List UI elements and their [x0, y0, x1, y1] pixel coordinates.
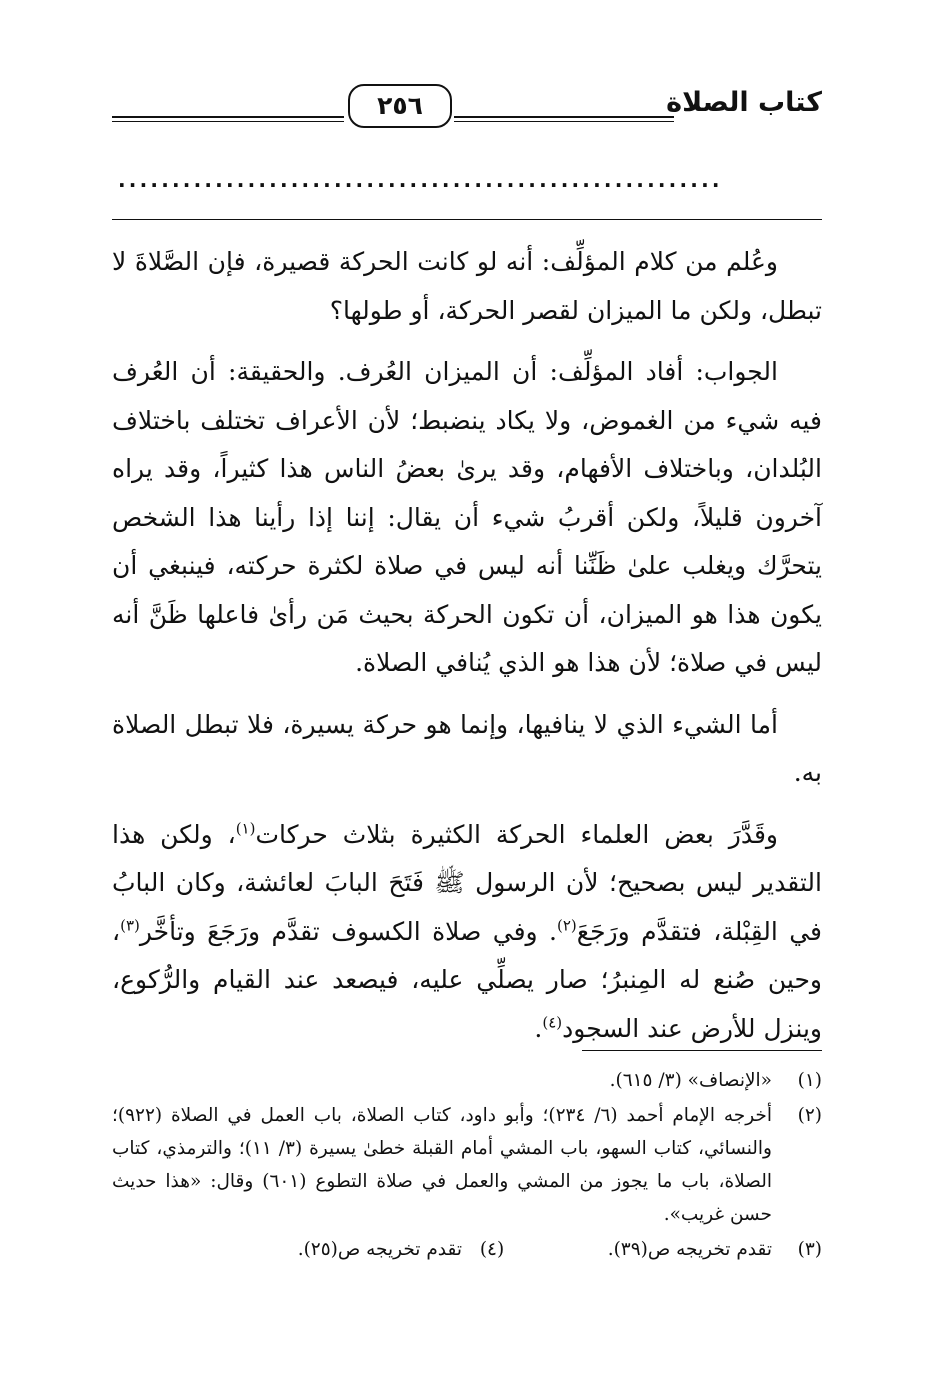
footnote-divider [582, 1050, 822, 1051]
footnote-number: (٣) [797, 1239, 822, 1260]
footnote [112, 1233, 822, 1266]
header-rule [112, 121, 344, 122]
footnote-text: أخرجه الإمام أحمد (٦/ ٢٣٤)؛ وأبو داود، كتاب الصلاة، باب العمل في الصلاة (٩٢٢)؛ والنسائي، كتاب السهو، باب المشي أمام القبلة خطىٰ يسيرة (٣/ ١١)؛ والترمذي، كتاب الصلاة، باب ما يجوز من المشي والعمل في صلاة التطوع (٦٠١) وقال: «هذا حديث حسن غريب». [112, 1105, 772, 1225]
footnote-number: (١) [797, 1070, 822, 1091]
paragraph: وعُلم من كلام المؤلِّف: أنه لو كانت الحركة قصيرة، فإن الصَّلاةَ لا تبطل، ولكن ما الميزان لقصر الحركة، أو طولها؟ [112, 247, 822, 325]
paragraph: الجواب: أفاد المؤلِّف: أن الميزان العُرف. والحقيقة: أن العُرف فيه شيء من الغموض، ولا يكاد ينضبط؛ لأن الأعراف تختلف باختلاف البُلدان، وباختلاف الأفهام، وقد يرىٰ بعضُ الناس هذا كثيراً، وقد يراه آخرون قليلاً، ولكن أقربُ شيء أن يقال: إننا إذا رأينا هذا الشخص يتحرَّك ويغلب علىٰ ظَنِّنا أنه ليس في صلاة لكثرة حركته، فينبغي أن يكون هذا هو الميزان، أن تكون الحركة بحيث مَن رأىٰ فاعلها ظَنَّ أنه ليس في صلاة؛ لأن هذا هو الذي يُنافي الصلاة. [112, 357, 822, 677]
footnote-number: (٢) [797, 1105, 822, 1126]
footnotes [112, 1064, 822, 1268]
footnote-pair [112, 1233, 772, 1266]
text-run: . [534, 1013, 543, 1043]
page-number: ٢٥٦ [348, 84, 452, 128]
footnote [112, 1099, 822, 1231]
text-run: وقَدَّرَ بعض العلماء الحركة الكثيرة بثلاث حركات [255, 819, 778, 849]
header-rule [454, 121, 674, 122]
footnote-ref[interactable]: (١) [235, 819, 256, 838]
paragraph: أما الشيء الذي لا ينافيها، وإنما هو حركة يسيرة، فلا تبطل الصلاة به. [112, 709, 822, 787]
footnote-ref[interactable]: (٢) [557, 916, 577, 935]
header-rule [454, 116, 674, 118]
footnote [112, 1064, 822, 1097]
paragraph [112, 811, 822, 1054]
text-run: ، ولكن هذا التقدير ليس بصحيح؛ لأن الرسول ﷺ فَتَحَ البابَ لعائشة، وكان البابُ في القِبْلة، فتقدَّم ورَجَعَ [112, 819, 823, 946]
text-run: ، وحين صُنع له المِنبرُ؛ صار يصلِّي عليه، فيصعد عند القيام والرُّكوع، وينزل للأرض عند السجود [112, 916, 822, 1043]
header-rule [112, 116, 344, 118]
footnote-ref[interactable]: (٣) [120, 916, 140, 935]
running-title: كتاب الصلاة [666, 87, 822, 118]
main-text [112, 238, 822, 1066]
text-run: . وفي صلاة الكسوف تقدَّم ورَجَعَ وتأخَّر [139, 916, 557, 946]
footnote-number: (٤) [479, 1239, 505, 1260]
top-divider [112, 219, 822, 220]
page-header [112, 82, 822, 132]
footnote-text: تقدم تخريجه ص(٣٩). [607, 1239, 772, 1260]
footnote-text: تقدم تخريجه ص(٢٥). [297, 1239, 462, 1260]
footnote-ref[interactable]: (٤) [542, 1013, 563, 1032]
ellipsis-line: ........................................................ [118, 168, 723, 192]
footnote-text: «الإنصاف» (٣/ ٦١٥). [609, 1070, 772, 1091]
